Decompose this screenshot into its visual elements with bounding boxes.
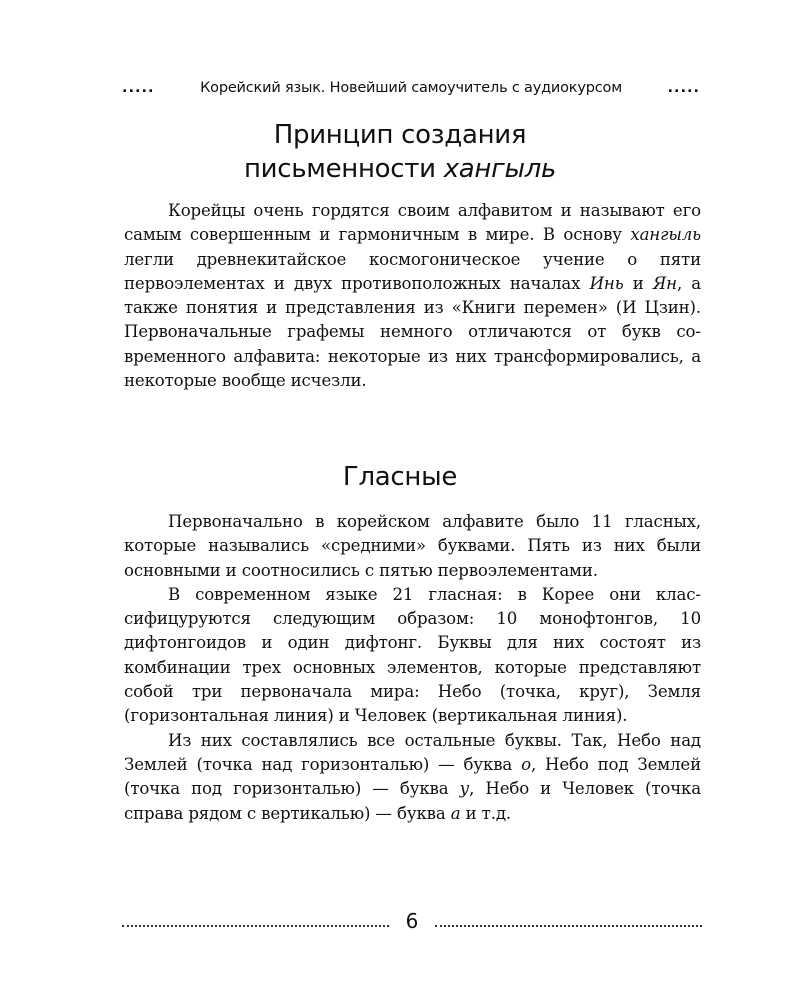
italic-letter: о: [521, 754, 531, 774]
header-left-dots: .....: [122, 80, 155, 96]
text-run: легли древнекитайское космогоническое учение о пяти первоэлементах и двух противоположных началах: [124, 249, 701, 293]
footer-right-dotted-rule: [435, 915, 702, 927]
paragraph-principle: [124, 199, 701, 393]
page-footer: [122, 906, 702, 936]
text-run: , а также понятия и представления из «Книги перемен» (И Цзин). Первоначальные графемы немного отличаются от букв современного алфавита: некоторые из них трансформировались, а некоторые вообще исчезли.: [124, 273, 701, 391]
footer-left-dotted-rule: [122, 915, 389, 927]
section-title-vowels: Гласные: [342, 462, 458, 492]
section-title-line-2: [0, 152, 800, 186]
text-run: , Небо под Землей (точка под горизонталью) — буква: [124, 754, 701, 799]
italic-term: Ян: [652, 273, 677, 293]
italic-term: хангыль: [630, 225, 701, 245]
page-number: 6: [405, 909, 419, 933]
text-run: и т.д.: [460, 803, 512, 823]
section1-body: [124, 199, 701, 393]
text-run: Корейцы очень гордятся своим алфавитом и называют его самым совершенным и гармоничным в мире. В основу: [124, 201, 701, 245]
section-title-principle: [0, 118, 800, 186]
text-run: , Небо и Человек (точка справа рядом с вертикалью) — буква: [124, 779, 701, 823]
section2-body: [124, 510, 701, 826]
text-run: и: [623, 273, 653, 293]
header-book-title: Корейский язык. Новейший самоучитель с аудиокурсом: [200, 80, 622, 96]
text-run: Из них составлялись все остальные буквы. Так, Небо над Землей (точка над горизонталью) — буква: [124, 730, 701, 774]
header-right-dots: .....: [667, 80, 700, 96]
section-title-line-2-italic: хангыль: [443, 154, 557, 184]
section-title-line-1: Принцип создания: [273, 120, 527, 150]
paragraph-vowels-1: Первоначально в корейском алфавите было 11 гласных, которые назывались «средними» буквами. Пять из них были основными и соотносились с пятью первоэлементами.: [124, 512, 701, 580]
italic-letter: а: [450, 803, 461, 823]
paragraph-vowels-2: В современном языке 21 гласная: в Корее они классифицуруются следующим образом: 10 монофтонгов, 10 дифтонгоидов и один дифтонг. Буквы для них состоят из комбинации трех основных элементов, которые представляют собой три первоначала мира: Небо (точка, круг), Земля (горизонтальная линия) и Человек (вертикальная линия).: [124, 584, 701, 726]
section-title-line-2-text: письменности: [243, 154, 444, 184]
italic-term: Инь: [589, 273, 624, 293]
running-header: [122, 80, 700, 96]
italic-letter: у: [459, 779, 470, 799]
paragraph-vowels-3: [124, 729, 701, 826]
